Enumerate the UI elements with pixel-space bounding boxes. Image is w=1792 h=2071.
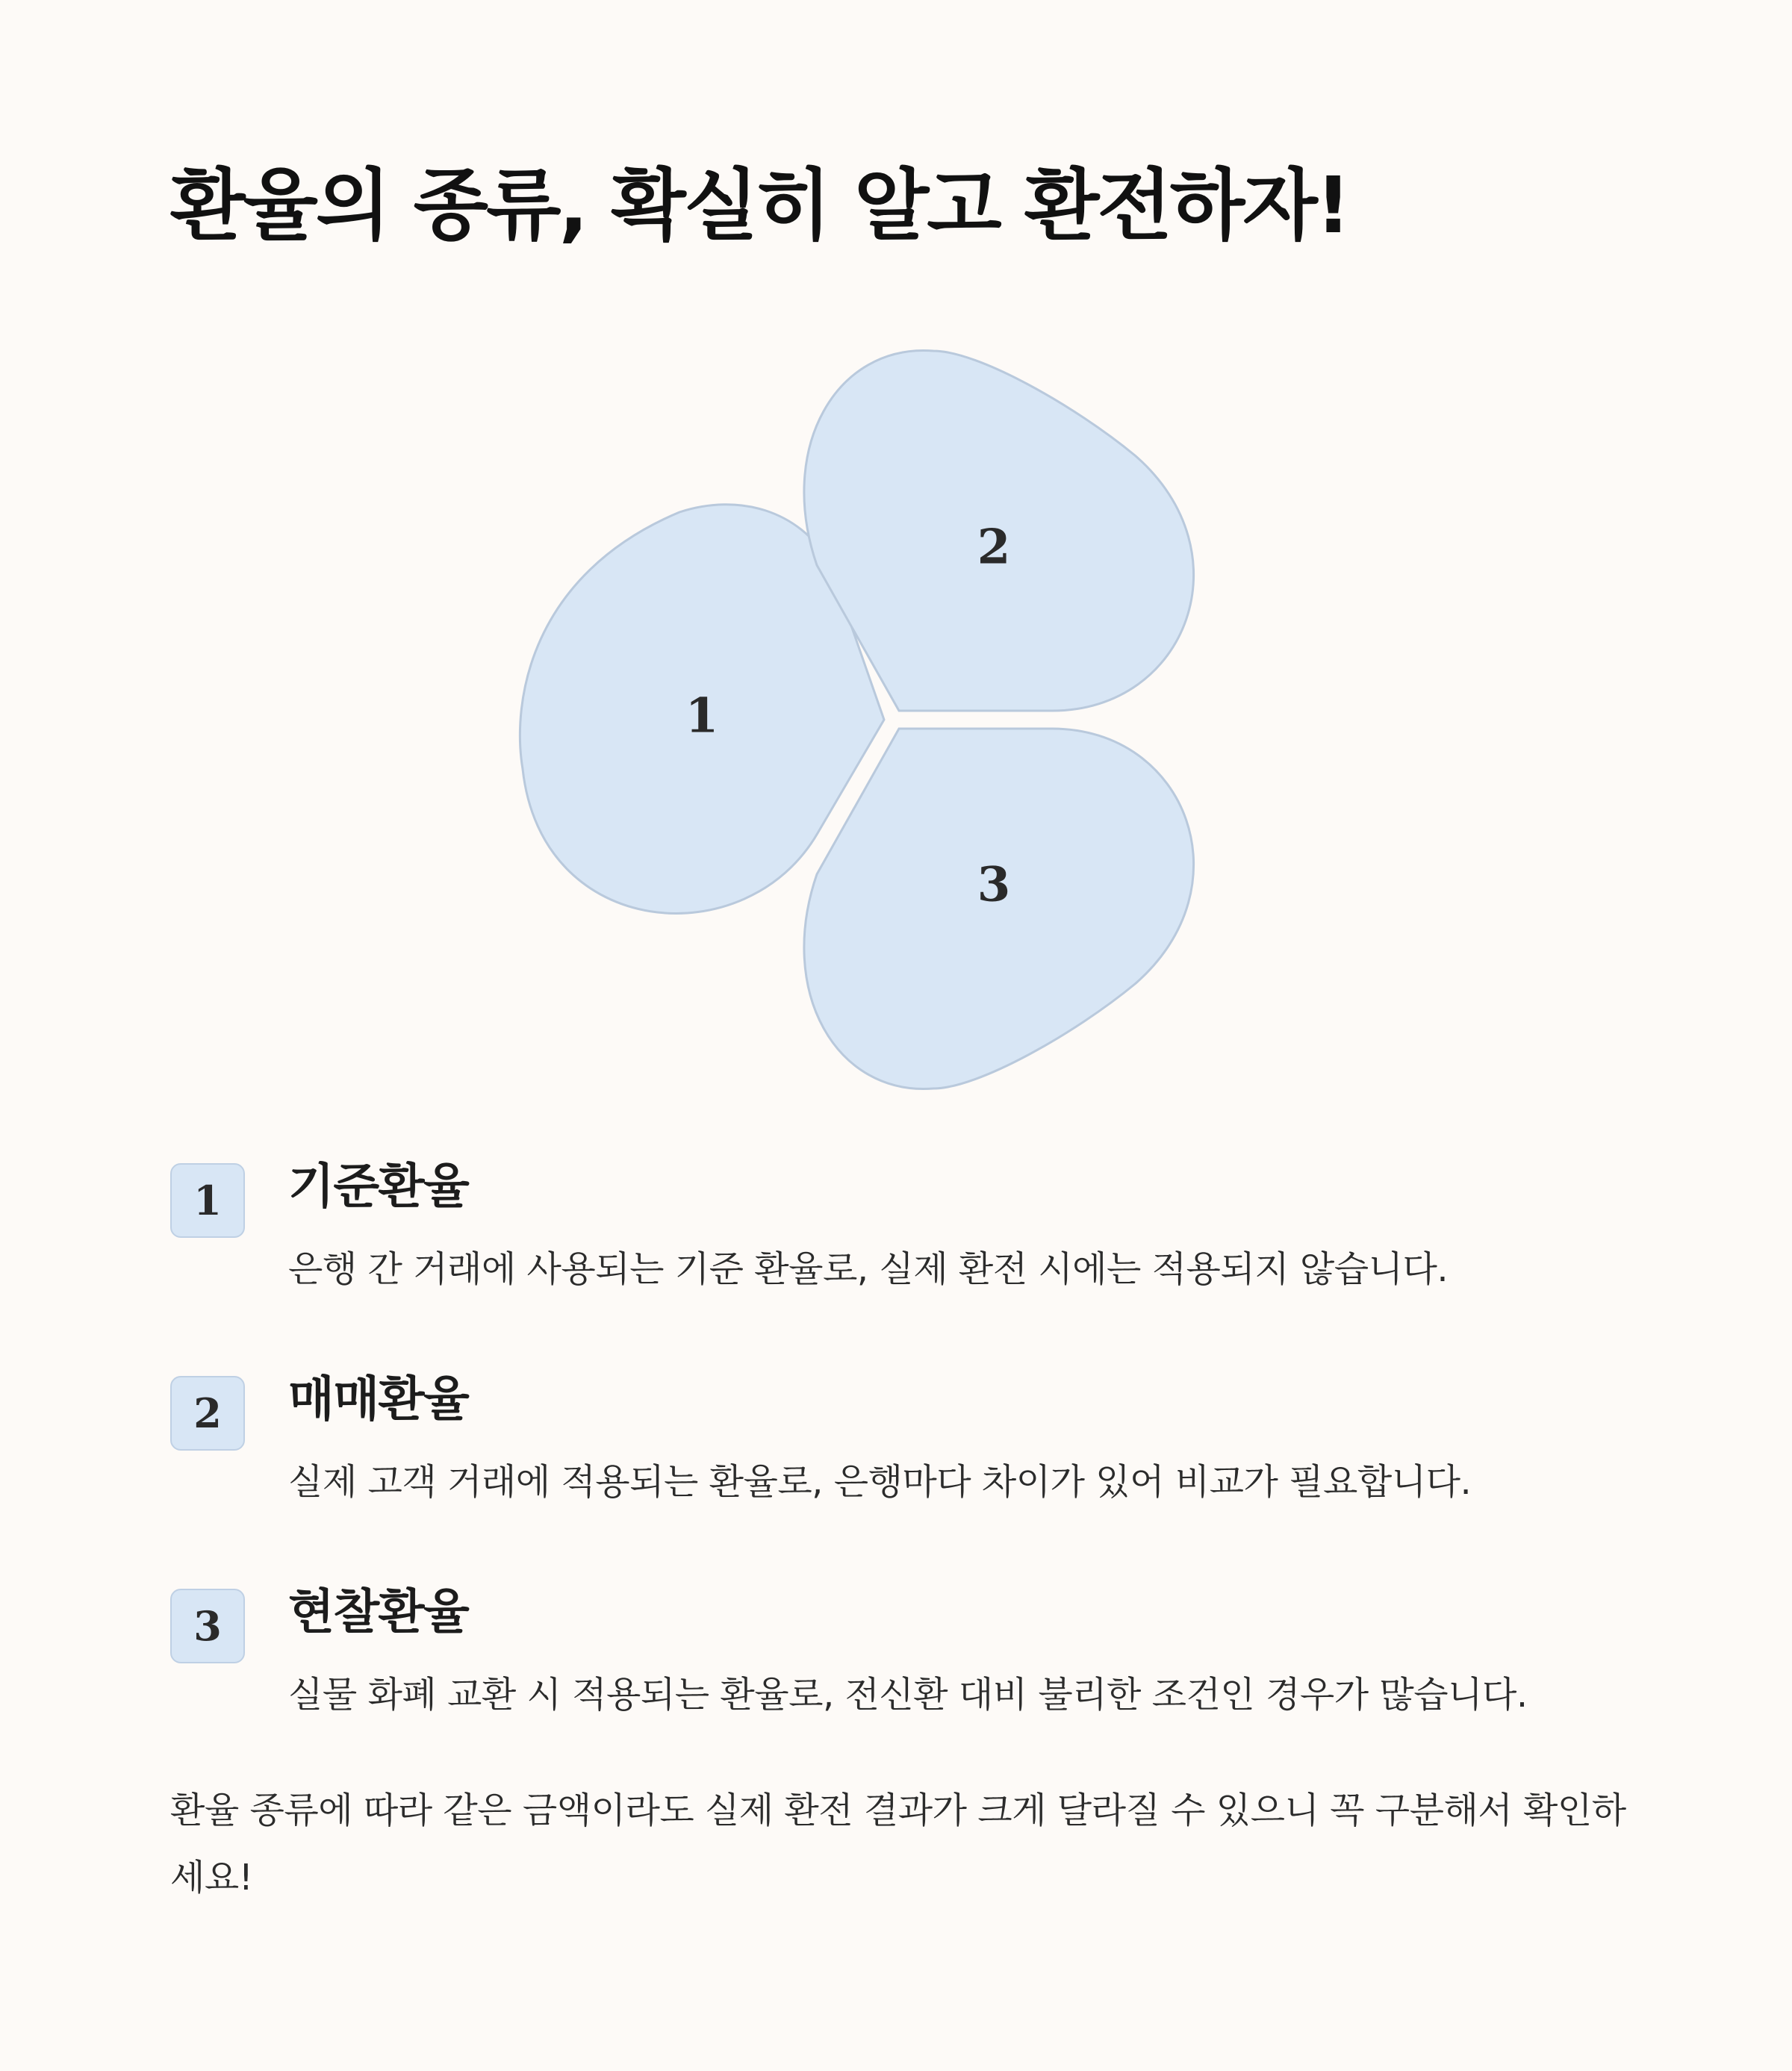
exchange-rate-type-list [170,1157,1664,1796]
item-title: 매매환율 [288,1372,469,1427]
item-title: 기준환율 [288,1159,469,1215]
petal-label-1: 1 [685,688,719,744]
item-description: 실물 화폐 교환 시 적용되는 환율로, 전신환 대비 불리한 조건인 경우가 많습니다. [288,1674,1528,1716]
number-badge: 3 [170,1589,245,1663]
item-description: 은행 간 거래에 사용되는 기준 환율로, 실제 환전 시에는 적용되지 않습니다. [288,1248,1449,1290]
list-item [170,1157,1664,1370]
petal-label-3: 3 [977,856,1011,913]
petal-label-2: 2 [977,519,1011,576]
list-item [170,1370,1664,1583]
three-petal-diagram [448,328,1344,1105]
number-badge: 1 [170,1163,245,1238]
petal-diagram-svg [448,328,1344,1105]
closing-note: 환율 종류에 따라 같은 금액이라도 실제 환전 결과가 크게 달라질 수 있으니 꼭 구분해서 확인하세요! [170,1790,1626,1899]
number-badge: 2 [170,1376,245,1451]
page-title: 환율의 종류, 확실히 알고 환전하자! [170,160,1349,251]
item-title: 현찰환율 [288,1585,469,1640]
list-item [170,1583,1664,1796]
item-description: 실제 고객 거래에 적용되는 환율로, 은행마다 차이가 있어 비교가 필요합니다. [288,1461,1472,1503]
